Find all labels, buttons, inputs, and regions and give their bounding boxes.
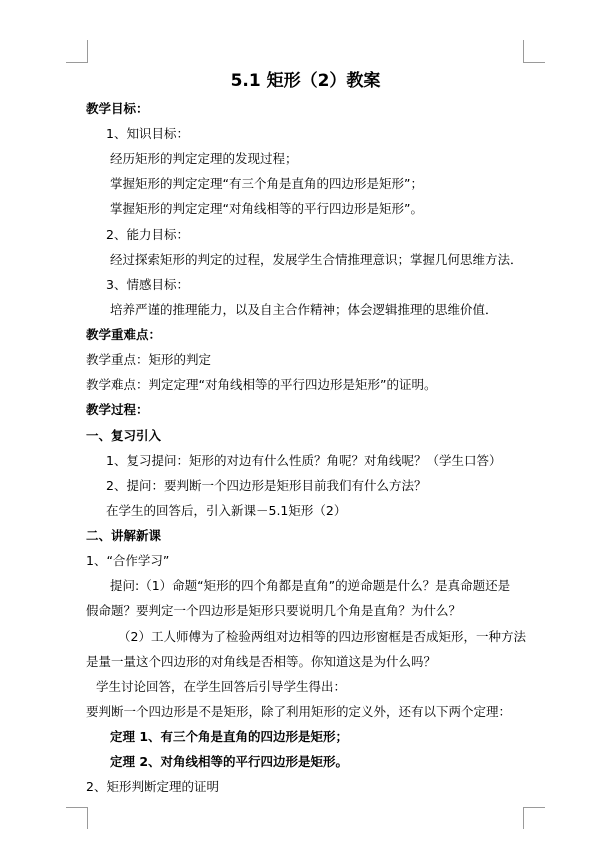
paragraph-line: 学生讨论回答，在学生回答后引导学生得出： — [96, 679, 347, 694]
theorem-line: 定理 2、对角线相等的平行四边形是矩形。 — [110, 754, 349, 769]
crop-mark-bl-h — [66, 807, 88, 808]
paragraph-line: （2）工人师傅为了检验两组对边相等的四边形窗框是否成矩形，一种方法 — [118, 629, 526, 644]
paragraph-line: 在学生的回答后，引入新课－5.1矩形（2） — [106, 503, 347, 518]
list-item: 2、提问：要判断一个四边形是矩形目前我们有什么方法？ — [106, 478, 427, 493]
paragraph-line: 是量一量这个四边形的对角线是否相等。你知道这是为什么吗？ — [86, 654, 437, 669]
list-item: 1、“合作学习” — [86, 553, 170, 568]
list-item: 1、复习提问：矩形的对边有什么性质？角呢？对角线呢？（学生口答） — [106, 453, 502, 468]
section-heading: 教学目标： — [86, 101, 149, 116]
paragraph-line: 掌握矩形的判定定理“对角线相等的平行四边形是矩形”。 — [110, 201, 423, 216]
crop-mark-tr-h — [523, 62, 545, 63]
list-item: 2、矩形判断定理的证明 — [86, 779, 219, 794]
paragraph-line: 教学重点：矩形的判定 — [86, 352, 212, 367]
paragraph-line: 经历矩形的判定定理的发现过程； — [110, 151, 298, 166]
section-heading: 教学重难点： — [86, 327, 162, 342]
list-item: 2、能力目标： — [106, 227, 189, 242]
paragraph-line: 提问:（1）命题“矩形的四个角都是直角”的逆命题是什么？是真命题还是 — [110, 578, 511, 593]
section-heading: 二、讲解新课 — [86, 528, 162, 543]
paragraph-line: 假命题？要判定一个四边形是矩形只要说明几个角是直角？为什么？ — [86, 603, 462, 618]
crop-mark-br-h — [523, 807, 545, 808]
page-title: 5.1 矩形（2）教案 — [230, 71, 381, 91]
paragraph-line: 培养严谨的推理能力，以及自主合作精神；体会逻辑推理的思维价值． — [110, 302, 498, 317]
crop-mark-tl-v — [87, 40, 88, 62]
list-item: 3、情感目标： — [106, 277, 189, 292]
crop-mark-tl-h — [66, 62, 88, 63]
paragraph-line: 教学难点：判定定理“对角线相等的平行四边形是矩形”的证明。 — [86, 377, 437, 392]
crop-mark-br-v — [523, 807, 524, 829]
section-heading: 一、复习引入 — [86, 428, 162, 443]
crop-mark-tr-v — [523, 40, 524, 62]
list-item: 1、知识目标： — [106, 126, 189, 141]
section-heading: 教学过程： — [86, 402, 149, 417]
crop-mark-bl-v — [87, 807, 88, 829]
paragraph-line: 要判断一个四边形是不是矩形，除了利用矩形的定义外，还有以下两个定理： — [86, 704, 512, 719]
theorem-line: 定理 1、有三个角是直角的四边形是矩形； — [110, 729, 349, 744]
paragraph-line: 经过探索矩形的判定的过程，发展学生合情推理意识；掌握几何思维方法． — [110, 252, 523, 267]
paragraph-line: 掌握矩形的判定定理“有三个角是直角的四边形是矩形”； — [110, 176, 423, 191]
